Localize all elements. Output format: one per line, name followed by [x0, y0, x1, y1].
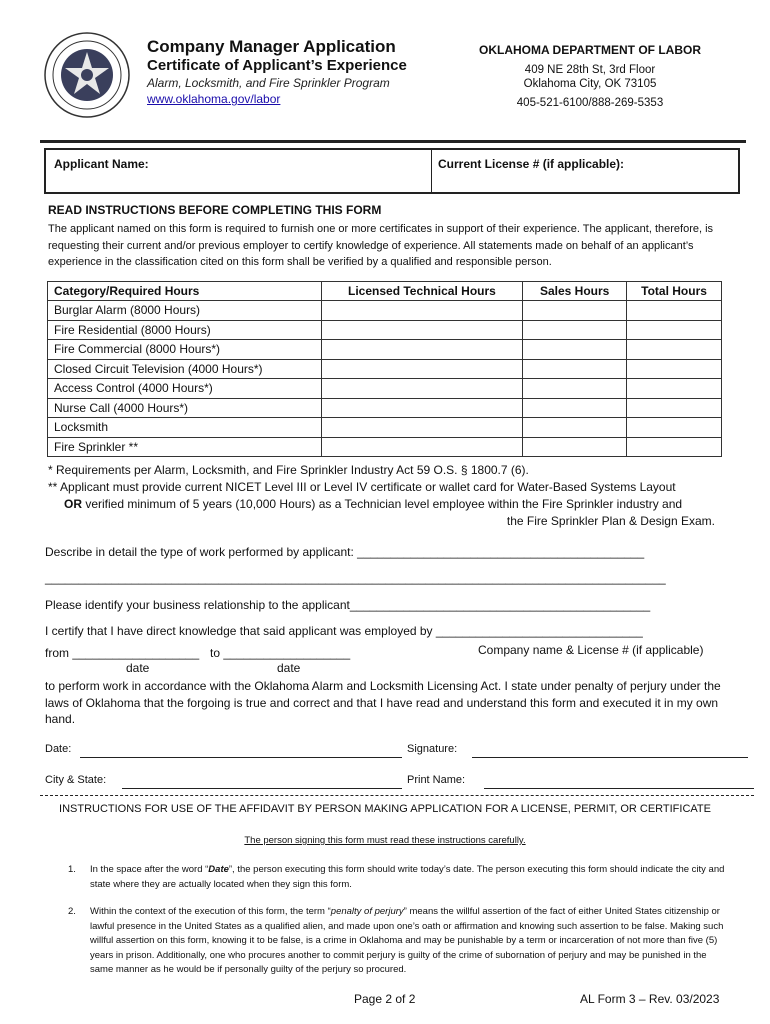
technical-hours-input[interactable] — [321, 379, 523, 399]
instructions-heading: READ INSTRUCTIONS BEFORE COMPLETING THIS FORM — [48, 203, 382, 217]
table-row — [48, 437, 722, 457]
city-state-label: City & State: — [45, 774, 107, 786]
item-2-text — [90, 905, 730, 978]
sales-hours-input[interactable] — [523, 340, 627, 360]
department-name: OKLAHOMA DEPARTMENT OF LABOR — [479, 43, 701, 57]
category-cell: Fire Commercial (8000 Hours*) — [48, 340, 322, 360]
item-1-date-word: Date — [208, 864, 229, 875]
table-row — [48, 301, 722, 321]
note-nicet-line3: the Fire Sprinkler Plan & Design Exam. — [506, 514, 715, 528]
item-2-term: penalty of perjury — [330, 906, 404, 917]
perjury-statement: to perform work in accordance with the Oklahoma Alarm and Locksmith Licensing Act. I state under penalty of perjury under the laws of Oklahoma that the forgoing is true and correct and that I have read and understand this form and executed it in my own hand. — [45, 679, 721, 726]
department-phone: 405-521-6100/888-269-5353 — [516, 97, 664, 109]
item-1-pre: In the space after the word “ — [90, 864, 209, 875]
technical-hours-input[interactable] — [321, 418, 523, 438]
table-row — [48, 340, 722, 360]
sales-hours-input[interactable] — [523, 379, 627, 399]
business-relationship-field[interactable]: Please identify your business relationship to the applicant_____________________________________________ — [45, 598, 651, 612]
instructions-paragraph: The applicant named on this form is required to furnish one or more certificates in support of their experience. The applicant, therefore, is requesting their current and/or previous employer to certify knowledge of experience. All statements made on behalf of an applicant’s experience in the classification cited on this form shall be verified by a qualified and responsible person. — [48, 223, 714, 268]
total-hours-input[interactable] — [627, 301, 722, 321]
total-hours-input[interactable] — [627, 398, 722, 418]
must-read-note: The person signing this form must read these instructions carefully. — [244, 835, 526, 846]
header-category: Category/Required Hours — [48, 282, 322, 301]
from-date-caption: date — [126, 661, 150, 675]
item-2-post: ” means the willful assertion of the fact of either United States citizenship or lawful presence in the United States as a qualified alien, and made upon one’s oath or affirmation and knowing such assertion to be false. Making such willful assertion on this form, knowing it to be false, is a crime in Oklahoma and may be punishable by a term or incarceration of not more than five (5) years in prison. Additionally, one who procures another to commit perjury is guilty of the crime of subornation of perjury and may be punished in the same manner as he would be if personally guilty of the perjury so procured. — [90, 906, 724, 975]
technical-hours-input[interactable] — [321, 359, 523, 379]
employer-field[interactable]: I certify that I have direct knowledge that said applicant was employed by _______________________________ — [45, 624, 643, 638]
page-number: Page 2 of 2 — [354, 992, 416, 1006]
address-line-2: Oklahoma City, OK 73105 — [523, 78, 657, 90]
table-row — [48, 359, 722, 379]
form-id: AL Form 3 – Rev. 03/2023 — [580, 992, 720, 1006]
hours-table — [47, 281, 722, 457]
item-2-pre: Within the context of the execution of this form, the term “ — [90, 906, 331, 917]
item-1-text — [90, 863, 730, 892]
section-divider — [40, 795, 754, 796]
hours-table-header — [48, 282, 722, 301]
program-name: Alarm, Locksmith, and Fire Sprinkler Program — [147, 76, 390, 90]
note-nicet-cont — [64, 496, 682, 513]
print-name-label: Print Name: — [407, 774, 466, 786]
table-row — [48, 379, 722, 399]
date-input[interactable] — [80, 757, 402, 758]
date-label: Date: — [45, 743, 72, 755]
note-or: OR — [64, 497, 82, 511]
technical-hours-input[interactable] — [321, 437, 523, 457]
current-license-field[interactable]: Current License # (if applicable): — [438, 157, 625, 171]
website-link[interactable]: www.oklahoma.gov/labor — [147, 92, 281, 106]
sales-hours-input[interactable] — [523, 359, 627, 379]
technical-hours-input[interactable] — [321, 398, 523, 418]
header-divider — [40, 140, 746, 143]
company-caption: Company name & License # (if applicable) — [478, 643, 704, 657]
category-cell: Burglar Alarm (8000 Hours) — [48, 301, 322, 321]
applicant-box — [44, 148, 740, 194]
note-nicet: ** Applicant must provide current NICET Level III or Level IV certificate or wallet card for Water-Based Systems Layout — [48, 480, 676, 494]
category-cell: Fire Residential (8000 Hours) — [48, 320, 322, 340]
sales-hours-input[interactable] — [523, 418, 627, 438]
technical-hours-input[interactable] — [321, 301, 523, 321]
item-1-number: 1. — [68, 864, 76, 875]
technical-hours-input[interactable] — [321, 320, 523, 340]
item-1-post: ”, the person executing this form should write today’s date. The person executing this form should indicate the city and state where they are actually located when they sign this form. — [90, 864, 725, 890]
header-total-hours: Total Hours — [627, 282, 722, 301]
applicant-name-field[interactable]: Applicant Name: — [54, 157, 149, 171]
category-cell: Fire Sprinkler ** — [48, 437, 322, 457]
note-nicet-line2: verified minimum of 5 years (10,000 Hours) as a Technician level employee within the Fire Sprinkler industry and — [82, 497, 683, 511]
table-row — [48, 320, 722, 340]
print-name-input[interactable] — [484, 788, 754, 789]
city-state-input[interactable] — [122, 788, 402, 789]
describe-work-field[interactable]: Describe in detail the type of work performed by applicant: ___________________________________________ — [45, 545, 645, 559]
applicant-box-divider — [431, 150, 432, 192]
category-cell: Locksmith — [48, 418, 322, 438]
category-cell: Access Control (4000 Hours*) — [48, 379, 322, 399]
to-date-field[interactable]: to ___________________ — [210, 646, 351, 660]
sales-hours-input[interactable] — [523, 320, 627, 340]
total-hours-input[interactable] — [627, 320, 722, 340]
signature-input[interactable] — [472, 757, 748, 758]
header-technical-hours: Licensed Technical Hours — [321, 282, 523, 301]
total-hours-input[interactable] — [627, 418, 722, 438]
total-hours-input[interactable] — [627, 379, 722, 399]
technical-hours-input[interactable] — [321, 340, 523, 360]
address-line-1: 409 NE 28th St, 3rd Floor — [524, 64, 656, 76]
category-cell: Nurse Call (4000 Hours*) — [48, 398, 322, 418]
total-hours-input[interactable] — [627, 340, 722, 360]
sales-hours-input[interactable] — [523, 437, 627, 457]
sales-hours-input[interactable] — [523, 398, 627, 418]
sales-hours-input[interactable] — [523, 301, 627, 321]
note-requirements: * Requirements per Alarm, Locksmith, and Fire Sprinkler Industry Act 59 O.S. § 1800.7 (6). — [48, 463, 529, 477]
department-address — [470, 63, 710, 91]
item-2-number: 2. — [68, 906, 76, 917]
describe-work-continued[interactable]: _____________________________________________________________________________________________ — [45, 571, 666, 585]
header-sales-hours: Sales Hours — [523, 282, 627, 301]
from-date-field[interactable]: from ___________________ — [45, 646, 200, 660]
to-date-caption: date — [277, 661, 301, 675]
affidavit-title: INSTRUCTIONS FOR USE OF THE AFFIDAVIT BY PERSON MAKING APPLICATION FOR A LICENSE, PERMIT, OR CERTIFICATE — [59, 803, 711, 815]
total-hours-input[interactable] — [627, 359, 722, 379]
signature-label: Signature: — [407, 743, 458, 755]
table-row — [48, 398, 722, 418]
form-title: Company Manager Application — [147, 37, 396, 56]
state-seal-icon — [44, 32, 130, 118]
category-cell: Closed Circuit Television (4000 Hours*) — [48, 359, 322, 379]
table-row — [48, 418, 722, 438]
form-subtitle: Certificate of Applicant’s Experience — [147, 57, 407, 74]
total-hours-input[interactable] — [627, 437, 722, 457]
